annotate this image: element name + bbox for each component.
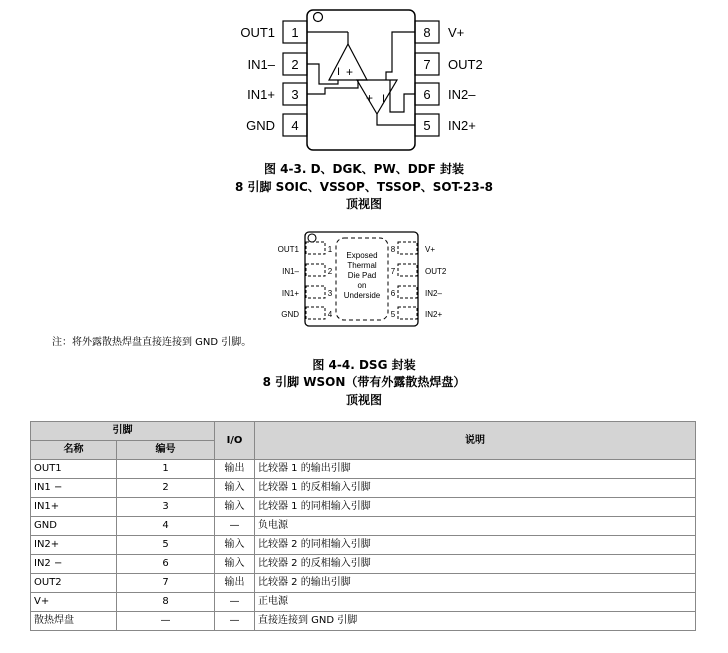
table-row — [31, 536, 696, 555]
wson-pin-num-7: 7 — [390, 267, 396, 276]
comparator-2-minus-sign: I — [382, 93, 386, 105]
pin-io-cell: 输入 — [215, 479, 255, 498]
pin-table-body — [31, 460, 696, 631]
pin-number-cell: 2 — [117, 479, 215, 498]
pin-name-cell: IN2+ — [31, 536, 117, 555]
wson-note: 注：将外露散热焊盘直接连接到 GND 引脚。 — [52, 337, 252, 348]
wson-pin-num-2: 2 — [327, 267, 333, 276]
pin-io-cell: — — [215, 593, 255, 612]
soic-pin-label-out1: OUT1 — [240, 25, 275, 40]
table-row — [31, 479, 696, 498]
pin-function-table — [30, 421, 696, 631]
wson-pin-pad-4 — [306, 307, 325, 319]
pin-name-cell: GND — [31, 517, 117, 536]
pin-description-cell: 直接连接到 GND 引脚 — [255, 612, 696, 631]
pin-number-cell: 6 — [117, 555, 215, 574]
wson-pin-pad-3 — [306, 286, 325, 298]
wson-pin-label-in2-neg: IN2– — [425, 289, 442, 298]
wson-pad-text-line1: Exposed — [346, 251, 378, 260]
wson-pin-pad-1 — [306, 242, 325, 254]
wson-pin-label-vplus: V+ — [425, 245, 436, 254]
soic-caption-line3: 顶视图 — [345, 197, 382, 211]
soic-pin-label-vplus: V+ — [448, 25, 465, 40]
pin-name-cell: OUT2 — [31, 574, 117, 593]
pin-number-cell: 4 — [117, 517, 215, 536]
pin-name-cell: IN1 − — [31, 479, 117, 498]
header-pin-group: 引脚 — [31, 422, 215, 441]
pin-description-cell: 比较器 2 的输出引脚 — [255, 574, 696, 593]
pin-number-cell: 1 — [117, 460, 215, 479]
table-row — [31, 517, 696, 536]
wson-caption-line3: 顶视图 — [345, 393, 382, 407]
pin-io-cell: — — [215, 612, 255, 631]
soic-pin-num-6: 6 — [423, 87, 431, 102]
wson-pin-num-4: 4 — [327, 310, 333, 319]
wson-pin-num-6: 6 — [390, 289, 396, 298]
pin-name-cell: 散热焊盘 — [31, 612, 117, 631]
wson-pin-num-5: 5 — [390, 310, 396, 319]
wson-pin-label-in1-neg: IN1– — [282, 267, 299, 276]
soic-diagram — [240, 10, 482, 150]
wson-pin-label-out2: OUT2 — [425, 267, 447, 276]
pin-number-cell: 3 — [117, 498, 215, 517]
comparator-1-minus-sign: I — [337, 66, 341, 78]
pin-name-cell: V+ — [31, 593, 117, 612]
soic-pin-num-7: 7 — [423, 57, 431, 72]
pin-description-cell: 比较器 1 的反相输入引脚 — [255, 479, 696, 498]
soic-pin-num-3: 3 — [291, 87, 299, 102]
wson-pin-label-in1-pos: IN1+ — [281, 289, 299, 298]
header-pin-number: 编号 — [117, 441, 215, 460]
header-description: 说明 — [255, 422, 696, 460]
pin-io-cell: 输入 — [215, 536, 255, 555]
pin-number-cell: 7 — [117, 574, 215, 593]
table-row — [31, 593, 696, 612]
wson-pin-num-8: 8 — [390, 245, 396, 254]
soic-pin-label-in2-pos: IN2+ — [448, 118, 476, 133]
wson-pad-text-line2: Thermal — [347, 261, 377, 270]
pin-number-cell: 8 — [117, 593, 215, 612]
wson-pin-num-3: 3 — [327, 289, 333, 298]
pin-description-cell: 正电源 — [255, 593, 696, 612]
wson-caption-line2: 8 引脚 WSON（带有外露散热焊盘） — [262, 375, 466, 389]
soic-pin-num-2: 2 — [291, 57, 299, 72]
soic-caption-line1: 图 4-3. D、DGK、PW、DDF 封装 — [264, 162, 464, 176]
pin1-marker — [314, 13, 323, 22]
wson-pin-label-out1: OUT1 — [277, 245, 299, 254]
header-pin-name: 名称 — [31, 441, 117, 460]
comparator-1-plus-sign: + — [346, 65, 354, 79]
wson-pin-pad-7 — [398, 264, 417, 276]
pin-io-cell: — — [215, 517, 255, 536]
pin-name-cell: IN1+ — [31, 498, 117, 517]
wson-pin-pad-8 — [398, 242, 417, 254]
pin-description-cell: 比较器 1 的同相输入引脚 — [255, 498, 696, 517]
wson-pin-pad-2 — [306, 264, 325, 276]
wson-pin-pad-6 — [398, 286, 417, 298]
pin-description-cell: 负电源 — [255, 517, 696, 536]
table-row — [31, 460, 696, 479]
pin-description-cell: 比较器 2 的同相输入引脚 — [255, 536, 696, 555]
pin-io-cell: 输入 — [215, 555, 255, 574]
soic-pin-label-gnd: GND — [246, 118, 275, 133]
soic-pin-num-1: 1 — [291, 25, 299, 40]
soic-pin-label-out2: OUT2 — [448, 57, 483, 72]
wson-pin-label-in2-pos: IN2+ — [425, 310, 443, 319]
soic-pin-label-in1-pos: IN1+ — [247, 87, 275, 102]
pin-name-cell: OUT1 — [31, 460, 117, 479]
soic-pin-num-8: 8 — [423, 25, 431, 40]
pin-name-cell: IN2 − — [31, 555, 117, 574]
table-row — [31, 612, 696, 631]
pin-description-cell: 比较器 1 的输出引脚 — [255, 460, 696, 479]
table-row — [31, 498, 696, 517]
pin-description-cell: 比较器 2 的反相输入引脚 — [255, 555, 696, 574]
table-row — [31, 574, 696, 593]
pin-io-cell: 输出 — [215, 574, 255, 593]
wson-diagram — [278, 232, 447, 326]
wson-pin1-marker — [308, 234, 316, 242]
pin-io-cell: 输入 — [215, 498, 255, 517]
wson-caption-line1: 图 4-4. DSG 封装 — [312, 358, 416, 372]
wson-pin-label-gnd: GND — [281, 310, 299, 319]
soic-pin-label-in2-neg: IN2– — [448, 87, 476, 102]
soic-pin-num-4: 4 — [291, 118, 299, 133]
comparator-1-symbol — [307, 32, 367, 94]
table-row — [31, 555, 696, 574]
soic-pin-num-5: 5 — [423, 118, 431, 133]
pin-io-cell: 输出 — [215, 460, 255, 479]
wson-pin-num-1: 1 — [327, 245, 333, 254]
pin-number-cell: — — [117, 612, 215, 631]
wson-pad-text-line3: Die Pad — [347, 271, 377, 280]
comparator-2-plus-sign: + — [366, 91, 374, 105]
soic-pin-label-in1-neg: IN1– — [247, 57, 275, 72]
header-io: I/O — [215, 422, 255, 460]
wson-pin-pad-5 — [398, 307, 417, 319]
soic-caption-line2: 8 引脚 SOIC、VSSOP、TSSOP、SOT-23-8 — [234, 180, 494, 194]
wson-pad-text-line4: on — [357, 281, 367, 290]
pin-number-cell: 5 — [117, 536, 215, 555]
wson-pad-text-line5: Underside — [343, 291, 381, 300]
